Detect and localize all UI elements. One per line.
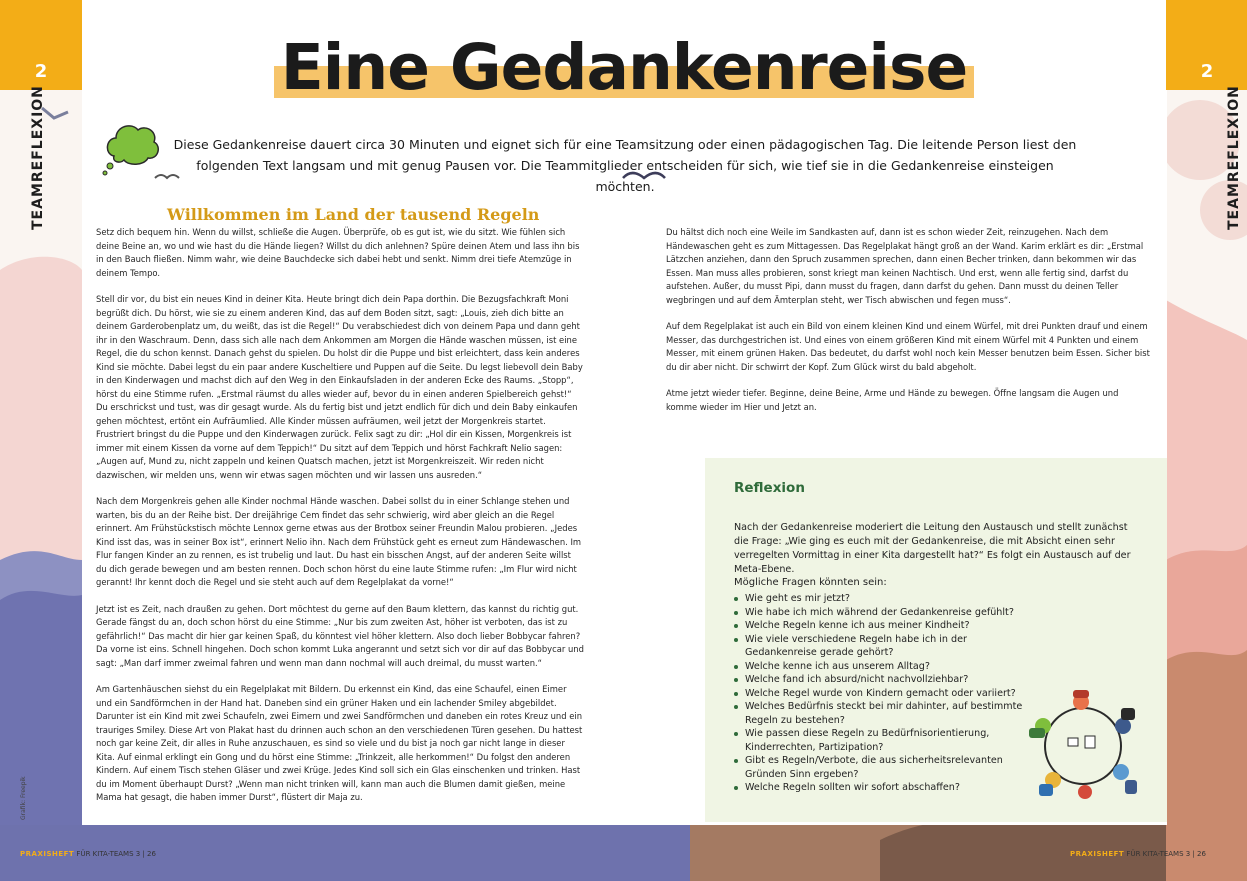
question-item: Welche kenne ich aus unserem Alltag?	[734, 660, 1034, 674]
reflexion-heading: Reflexion	[734, 480, 805, 496]
question-list	[734, 592, 1034, 795]
page-number-right: 2	[1200, 61, 1214, 82]
story-paragraph: Setz dich bequem hin. Wenn du willst, schließe die Augen. Überprüfe, ob es gut ist, wie du sitzt. Wie fühlen sich deine Beine an, wo und wie hast du die Hände liegen? Willst du dich anlehnen? Spüre deinen Atem und lass ihn bis in den Bauch fließen. Nimm wahr, wie deine Bauchdecke sich dabei hebt und senkt. Nimm drei tiefe Atemzüge in deinem Tempo.	[96, 227, 580, 278]
intro-text: Diese Gedankenreise dauert circa 30 Minuten und eignet sich für eine Teamsitzung oder einen pädagogischen Tag. Die leitende Person liest den folgenden Text langsam und mit genug Pausen vor. Die Teammitglieder entscheiden für sich, wie tief sie in die Gedankenreise einsteigen möchten.	[173, 136, 1077, 194]
footer-brand: PRAXISHEFT	[1070, 850, 1125, 858]
story-paragraph: Stell dir vor, du bist ein neues Kind in deiner Kita. Heute bringt dich dein Papa dorthin. Die Bezugsfachkraft Moni begrüßt dich. Du hörst, wie sie zu einem anderen Kind, das auf dem Boden sitzt, sagt: „Louis, zieh dich bitte an deinem Garderobenplatz um, du weißt, das ist die Regel!“ Du verabschiedest dich von deinem Papa und dann geht ihr in den Waschraum. Denn, dass sich alle nach dem Ankommen am Morgen die Hände waschen müssen, ist eine Regel, die du schon kennst. Danach gehst du spielen. Du holst dir die Puppe und bist erleichtert, dass kein anderes Kind sie möchte. Dabei legst du ein paar andere Kuscheltiere und Puppen auf die Seite. Du legst liebevoll dein Baby in den Kinderwagen und machst dich auf den Weg in den Einkaufsladen in der anderen Ecke des Raums. „Stopp“, hörst du eine Stimme rufen. „Erstmal räumst du alles wieder auf, bevor du in einen anderen Spielbereich gehst!“ Du erschrickst und tust, was dir gesagt wurde. Als du fertig bist und jetzt endlich für dich und dein Baby einkaufen gehen möchtest, ertönt ein Aufräumlied. Alle Kinder müssen aufräumen, weil jetzt der Morgenkreis startet. Frustriert bringst du die Puppe und den Kinderwagen zurück. Felix sagt zu dir: „Hol dir ein Kissen, Morgenkreis ist immer mit einem Kissen da vorne auf dem Teppich!“ Du sitzt auf dem Teppich und hörst Fachkraft Nelio sagen: „Augen auf, Mund zu, nicht zappeln und keinen Quatsch machen, jetzt ist Morgenkreiszeit. Wir reden nicht dazwischen, wir melden uns, wenn wir etwas sagen möchten und wir lassen uns ausreden.“	[96, 294, 583, 480]
story-paragraph: Du hältst dich noch eine Weile im Sandkasten auf, dann ist es schon wieder Zeit, reinzugehen. Nach dem Händewaschen geht es zum Mittagessen. Das Regelplakat hängt groß an der Wand. Karim erklärt es dir: „Erstmal Lätzchen anziehen, dann den Spruch zusammen sprechen, dann einen Becher trinken, dann bekommen wir das Essen. Man muss alles probieren, sonst kriegt man keinen Nachtisch. Und erst, wenn alle fertig sind, darfst du aufstehen. Außer, du musst Pipi, dann musst du fragen, dann darfst du gehen. Dann musst du deinen Teller wegbringen und auf dem Ämterplan steht, wer Tisch abwischen und fegen muss“.	[666, 227, 1144, 305]
page-number-left: 2	[34, 61, 48, 82]
footer-text: FÜR KITA-TEAMS 3 | 26	[1126, 850, 1206, 858]
side-label-right: TEAMREFLEXION	[1226, 85, 1242, 230]
question-item: Wie passen diese Regeln zu Bedürfnisorientierung, Kinderrechten, Partizipation?	[734, 727, 1034, 754]
section-heading: Willkommen im Land der tausend Regeln	[167, 205, 540, 225]
question-item: Wie habe ich mich während der Gedankenreise gefühlt?	[734, 606, 1034, 620]
footer-brand: PRAXISHEFT	[20, 850, 75, 858]
question-item: Welche Regeln kenne ich aus meiner Kindheit?	[734, 619, 1034, 633]
bird-icon	[622, 168, 666, 182]
footer-text: FÜR KITA-TEAMS 3 | 26	[76, 850, 156, 858]
question-item: Wie viele verschiedene Regeln habe ich in der Gedankenreise gerade gehört?	[734, 633, 1034, 660]
story-column-left	[96, 226, 584, 818]
question-item: Welches Bedürfnis steckt bei mir dahinter, auf bestimmte Regeln zu bestehen?	[734, 700, 1034, 727]
side-label-left: TEAMREFLEXION	[30, 85, 46, 230]
bird-icon	[40, 106, 70, 126]
story-paragraph: Auf dem Regelplakat ist auch ein Bild von einem kleinen Kind und einem Würfel, mit drei Punkten drauf und einem Messer, das durchgestrichen ist. Und eines von einem größeren Kind mit einem Würfel mit 4 Punkten und einem Messer, mit einem grünen Haken. Das bedeutet, du darfst wohl noch kein Messer benutzen beim Essen. Sicher bist du dir aber nicht. Dir schwirrt der Kopf. Zum Glück wirst du bald abgeholt.	[666, 321, 1150, 372]
story-paragraph: Atme jetzt wieder tiefer. Beginne, deine Beine, Arme und Hände zu bewegen. Öffne langsam die Augen und komme wieder im Hier und Jetzt an.	[666, 388, 1119, 412]
story-column-right	[666, 226, 1152, 427]
footer-left	[20, 850, 156, 858]
story-paragraph: Nach dem Morgenkreis gehen alle Kinder nochmal Hände waschen. Dabei sollst du in einer Schlange stehen und warten, bis du an der Reihe bist. Der dreijährige Cem findet das sehr schwierig, wird aber gleich an die Regel erinnert. Am Frühstückstisch möchte Lennox gerne etwas aus der Brotbox seiner Freundin Malou probieren. „Jedes Kind isst das, was in seiner Box ist“, erinnert Nelio ihn. Nach dem Frühstück geht es erneut zum Händewaschen. Im Flur fangen Kinder an zu rennen, es ist trubelig und laut. Du hast ein bisschen Angst, auf der anderen Seite willst du dich gerade bewegen und am besten rennen. Doch schon hörst du eine laute Stimme rufen: „Im Flur wird nicht gerannt! Ihr kennt doch die Regel und sie steht auch auf dem Regelplakat da vorne!“	[96, 496, 582, 587]
page-number-tab-right	[1166, 0, 1247, 90]
reflexion-subheading: Mögliche Fragen könnten sein:	[734, 577, 887, 588]
story-paragraph: Am Gartenhäuschen siehst du ein Regelplakat mit Bildern. Du erkennst ein Kind, das eine Schaufel, einen Eimer und ein Sandförmchen in der Hand hat. Daneben sind ein grüner Haken und ein lachender Smiley abgebildet. Darunter ist ein Kind mit zwei Schaufeln, zwei Eimern und zwei Sandförmchen und daneben ein rotes Kreuz und ein trauriges Smiley. Diese Art von Plakat hast du drinnen auch schon an den verschiedenen Türen gesehen. Du hattest noch gar keine Zeit, dir alles in Ruhe anzuschauen, es sind so viele und du bist ja noch gar nicht lange in dieser Kita. Auf einmal erklingt ein Gong und du hörst eine Stimme: „Trinkzeit, alle herkommen!“ Du folgst den anderen Kindern. Auf einem Tisch stehen Gläser und zwei Krüge. Jedes Kind soll sich ein Glas einschenken und trinken. Hast du im Moment überhaupt Durst? „Wenn man nicht trinken will, kann man auch die Blumen damit gießen, meine Mama hat gesagt, die haben immer Durst“, flüstert dir Maja zu.	[96, 684, 583, 802]
reflexion-intro: Nach der Gedankenreise moderiert die Leitung den Austausch und stellt zunächst die Frage: „Wie ging es euch mit der Gedankenreise, die mit Absicht einen sehr verregelten Vormittag in einer Kita dargestellt hat?“ Es folgt ein Austausch auf der Meta-Ebene.	[734, 521, 1131, 575]
question-item: Wie geht es mir jetzt?	[734, 592, 1034, 606]
question-item: Welche Regel wurde von Kindern gemacht oder variiert?	[734, 687, 1034, 701]
question-item: Welche fand ich absurd/nicht nachvollziehbar?	[734, 673, 1034, 687]
image-credit: Grafik: Freepik	[20, 776, 27, 820]
question-item: Gibt es Regeln/Verbote, die aus sicherheitsrelevanten Gründen Sinn ergeben?	[734, 754, 1034, 781]
thought-cloud-icon	[102, 116, 162, 176]
reflexion-box	[705, 458, 1167, 822]
footer-right	[1070, 850, 1206, 858]
bird-icon	[154, 172, 180, 184]
page-title: Eine Gedankenreise	[280, 31, 968, 104]
story-paragraph: Jetzt ist es Zeit, nach draußen zu gehen. Dort möchtest du gerne auf den Baum klettern, das kannst du richtig gut. Gerade fängst du an, doch schon hörst du eine Stimme: „Nur bis zum zweiten Ast, höher ist verboten, das ist zu gefährlich!“ Das macht dir hier gar keinen Spaß, du könntest viel höher klettern. Also doch lieber Bobbycar fahren? Da vorne ist eins. Schnell hingehen. Doch schon kommt Luka angerannt und setzt sich vor dir auf das Bobbycar und sagt: „Man darf immer zweimal fahren und wenn man dann nochmal will auch dreimal, du musst warten.“	[96, 603, 584, 668]
people-circle-illustration	[1023, 688, 1143, 803]
question-item: Welche Regeln sollten wir sofort abschaffen?	[734, 781, 1034, 795]
page-number-tab-left	[0, 0, 82, 90]
